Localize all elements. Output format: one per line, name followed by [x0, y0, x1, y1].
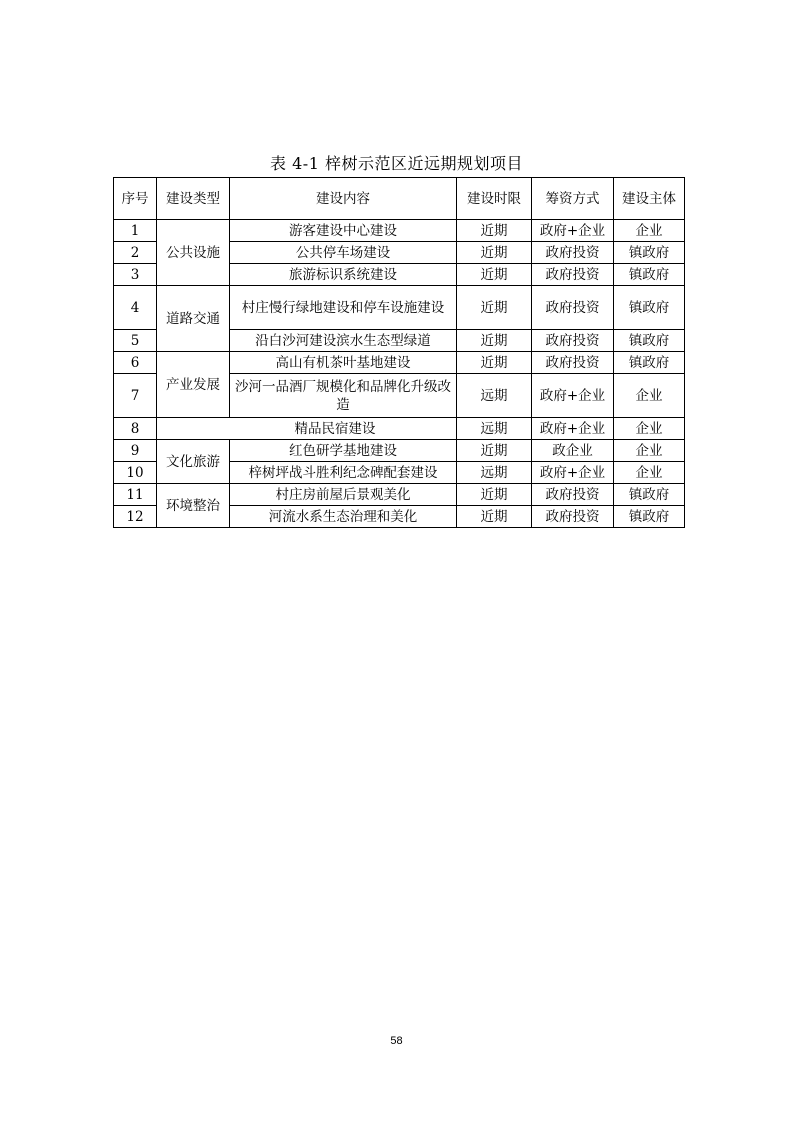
row-content: 红色研学基地建设: [230, 440, 457, 462]
row-owner: 镇政府: [614, 506, 685, 528]
row-no: 8: [114, 418, 157, 440]
row-funding: 政府投资: [532, 330, 614, 352]
row-period: 近期: [457, 506, 532, 528]
table-caption: 表 4-1 梓树示范区近远期规划项目: [270, 154, 523, 173]
header-funding: 筹资方式: [532, 178, 614, 220]
row-content: 精品民宿建设: [157, 418, 457, 440]
header-content: 建设内容: [230, 178, 457, 220]
row-funding: 政府+企业: [532, 462, 614, 484]
row-content: 河流水系生态治理和美化: [230, 506, 457, 528]
row-owner: 镇政府: [614, 352, 685, 374]
group-type-industry: 产业发展: [157, 352, 230, 418]
group-type-road: 道路交通: [157, 286, 230, 352]
row-owner: 企业: [614, 440, 685, 462]
row-owner: 企业: [614, 220, 685, 242]
header-type: 建设类型: [157, 178, 230, 220]
row-funding: 政府+企业: [532, 374, 614, 418]
row-period: 远期: [457, 374, 532, 418]
row-owner: 企业: [614, 374, 685, 418]
header-owner: 建设主体: [614, 178, 685, 220]
row-owner: 镇政府: [614, 264, 685, 286]
row-period: 近期: [457, 242, 532, 264]
table-row: [114, 484, 685, 506]
table-row: [114, 352, 685, 374]
row-no: 10: [114, 462, 157, 484]
row-content: 沙河一品酒厂规模化和品牌化升级改造: [230, 374, 457, 418]
row-no: 4: [114, 286, 157, 330]
project-table: [113, 177, 685, 528]
row-funding: 政府投资: [532, 352, 614, 374]
row-funding: 政府+企业: [532, 418, 614, 440]
row-funding: 政府投资: [532, 242, 614, 264]
row-owner: 镇政府: [614, 242, 685, 264]
row-period: 远期: [457, 418, 532, 440]
table-row: [114, 220, 685, 242]
header-period: 建设时限: [457, 178, 532, 220]
group-type-public: 公共设施: [157, 220, 230, 286]
row-owner: 企业: [614, 462, 685, 484]
row-content: 游客建设中心建设: [230, 220, 457, 242]
row-content: 梓树坪战斗胜利纪念碑配套建设: [230, 462, 457, 484]
row-content: 村庄慢行绿地建设和停车设施建设: [230, 286, 457, 330]
row-content: 沿白沙河建设滨水生态型绿道: [230, 330, 457, 352]
row-content: 旅游标识系统建设: [230, 264, 457, 286]
row-period: 近期: [457, 484, 532, 506]
row-funding: 政府+企业: [532, 220, 614, 242]
row-funding: 政府投资: [532, 484, 614, 506]
table-row: [114, 418, 685, 440]
table-row: [114, 440, 685, 462]
row-content: 村庄房前屋后景观美化: [230, 484, 457, 506]
row-content: 公共停车场建设: [230, 242, 457, 264]
row-no: 6: [114, 352, 157, 374]
row-owner: 镇政府: [614, 286, 685, 330]
row-period: 近期: [457, 286, 532, 330]
group-type-culture: 文化旅游: [157, 440, 230, 484]
row-funding: 政府投资: [532, 286, 614, 330]
group-type-env: 环境整治: [157, 484, 230, 528]
row-period: 远期: [457, 462, 532, 484]
row-period: 近期: [457, 352, 532, 374]
table-row: [114, 286, 685, 330]
header-no: 序号: [114, 178, 157, 220]
row-period: 近期: [457, 220, 532, 242]
row-content: 高山有机茶叶基地建设: [230, 352, 457, 374]
row-funding: 政企业: [532, 440, 614, 462]
row-period: 近期: [457, 440, 532, 462]
row-no: 1: [114, 220, 157, 242]
row-period: 近期: [457, 264, 532, 286]
row-no: 3: [114, 264, 157, 286]
row-no: 2: [114, 242, 157, 264]
row-owner: 镇政府: [614, 330, 685, 352]
row-no: 5: [114, 330, 157, 352]
row-no: 7: [114, 374, 157, 418]
page-number: 58: [390, 1035, 403, 1047]
row-period: 近期: [457, 330, 532, 352]
row-no: 11: [114, 484, 157, 506]
row-owner: 企业: [614, 418, 685, 440]
row-funding: 政府投资: [532, 264, 614, 286]
table-header-row: [114, 178, 685, 220]
row-no: 9: [114, 440, 157, 462]
row-owner: 镇政府: [614, 484, 685, 506]
row-funding: 政府投资: [532, 506, 614, 528]
row-no: 12: [114, 506, 157, 528]
